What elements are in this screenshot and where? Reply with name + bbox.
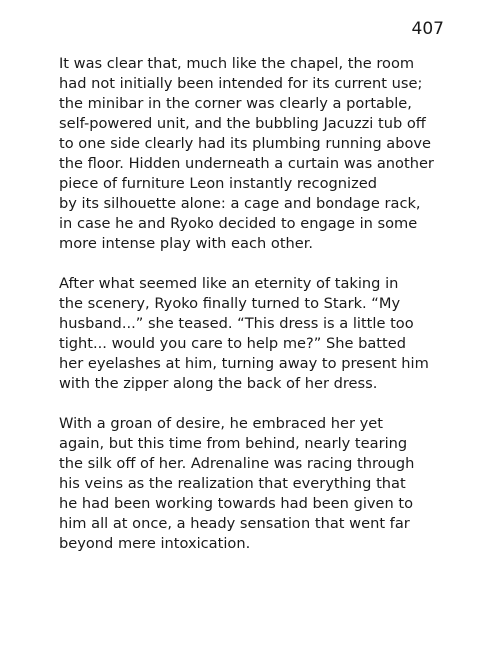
text-line: him all at once, a heady sensation that went far [59,515,410,532]
text-line: her eyelashes at him, turning away to present him [59,355,429,372]
text-line: had not initially been intended for its current use; [59,75,423,92]
text-line: beyond mere intoxication. [59,535,251,552]
paragraph-3 [59,414,459,554]
text-line: with the zipper along the back of her dress. [59,375,378,392]
text-line: the floor. Hidden underneath a curtain was another [59,155,434,172]
paragraph-1 [59,54,459,254]
text-line: to one side clearly had its plumbing running above [59,135,432,152]
text-line: his veins as the realization that everything that [59,475,406,492]
text-line: the scenery, Ryoko finally turned to Stark. “My [59,295,401,312]
text-line: With a groan of desire, he embraced her yet [59,415,383,432]
text-line: in case he and Ryoko decided to engage in some [59,215,418,232]
text-line: After what seemed like an eternity of taking in [59,275,399,292]
text-line: self-powered unit, and the bubbling Jacuzzi tub off [59,115,426,132]
text-line: It was clear that, much like the chapel, the room [59,55,415,72]
body-text [59,54,459,574]
text-line: the silk off of her. Adrenaline was racing through [59,455,415,472]
text-line: by its silhouette alone: a cage and bondage rack, [59,195,421,212]
text-line: tight... would you care to help me?” She batted [59,335,406,352]
text-line: husband...” she teased. “This dress is a little too [59,315,414,332]
text-line: piece of furniture Leon instantly recognized [59,175,377,192]
text-line: he had been working towards had been given to [59,495,414,512]
text-line: the minibar in the corner was clearly a portable, [59,95,412,112]
text-line: more intense play with each other. [59,235,314,252]
text-line: again, but this time from behind, nearly tearing [59,435,408,452]
page-number: 407 [411,19,444,39]
paragraph-2 [59,274,459,394]
